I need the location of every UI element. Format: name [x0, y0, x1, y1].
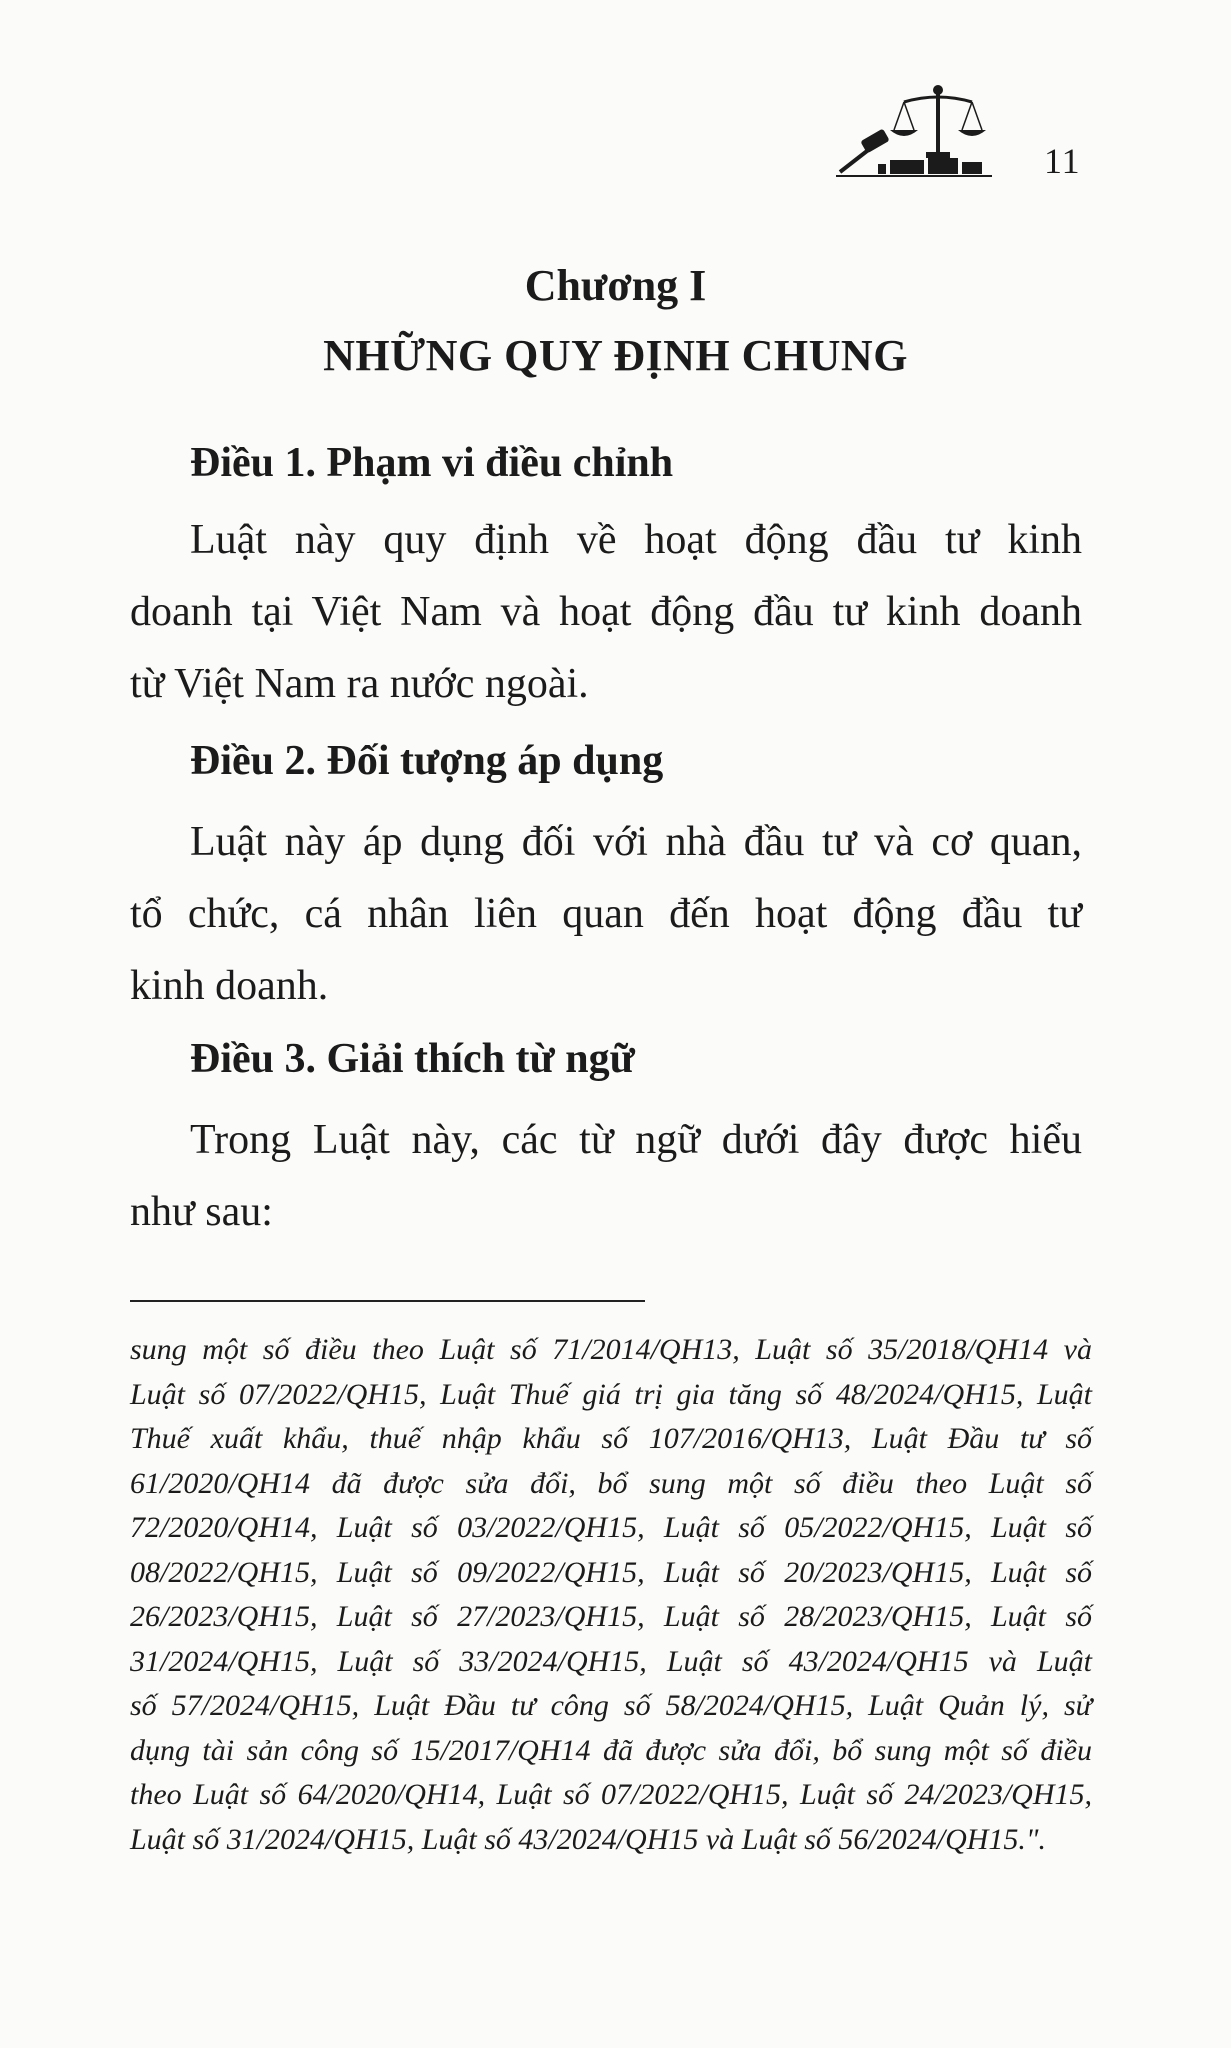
article-2-line-1: Luật này áp dụng đối với nhà đầu tư và cơ quan,	[190, 819, 1082, 865]
article-1-line-3: từ Việt Nam ra nước ngoài.	[130, 661, 589, 707]
article-1-line-1: Luật này quy định về hoạt động đầu tư kinh	[190, 517, 1082, 563]
page-number: 11	[1044, 141, 1081, 181]
footnote-line: dụng tài sản công số 15/2017/QH14 đã được sửa đổi, bổ sung một số điều	[130, 1733, 1092, 1767]
footnote-line: sung một số điều theo Luật số 71/2014/QH13, Luật số 35/2018/QH14 và	[130, 1333, 1092, 1366]
article-2-body	[130, 806, 1082, 1022]
footnote-line: 26/2023/QH15, Luật số 27/2023/QH15, Luật số 28/2023/QH15, Luật số	[130, 1600, 1092, 1633]
chapter-title: Chương I	[524, 261, 707, 310]
chapter-name: NHỮNG QUY ĐỊNH CHUNG	[323, 331, 908, 380]
article-3-line-1: Trong Luật này, các từ ngữ dưới đây được hiểu	[190, 1117, 1082, 1163]
footnote-line: Luật số 31/2024/QH15, Luật số 43/2024/QH15 và Luật số 56/2024/QH15.".	[130, 1822, 1046, 1856]
footnote-divider	[130, 1300, 645, 1302]
article-3-line-2: như sau:	[130, 1189, 273, 1235]
footnote-line: số 57/2024/QH15, Luật Đầu tư công số 58/2024/QH15, Luật Quản lý, sử	[130, 1689, 1092, 1722]
article-2-line-2: tổ chức, cá nhân liên quan đến hoạt động đầu tư	[130, 891, 1082, 937]
footnote-line: 72/2020/QH14, Luật số 03/2022/QH15, Luật số 05/2022/QH15, Luật số	[130, 1511, 1092, 1544]
footnote-line: 31/2024/QH15, Luật số 33/2024/QH15, Luật số 43/2024/QH15 và Luật	[130, 1644, 1092, 1678]
footnote-line: 61/2020/QH14 đã được sửa đổi, bổ sung một số điều theo Luật số	[130, 1466, 1092, 1500]
footnote-line: theo Luật số 64/2020/QH14, Luật số 07/2022/QH15, Luật số 24/2023/QH15,	[130, 1778, 1092, 1811]
footnote-line: 08/2022/QH15, Luật số 09/2022/QH15, Luật số 20/2023/QH15, Luật số	[130, 1555, 1092, 1589]
scales-and-gavel-icon	[832, 82, 1000, 182]
article-1-body	[130, 504, 1082, 720]
article-3-heading: Điều 3. Giải thích từ ngữ	[190, 1036, 635, 1082]
article-2-line-3: kinh doanh.	[130, 963, 329, 1009]
article-2-heading: Điều 2. Đối tượng áp dụng	[190, 738, 664, 784]
article-1-heading: Điều 1. Phạm vi điều chỉnh	[190, 440, 674, 486]
article-1-line-2: doanh tại Việt Nam và hoạt động đầu tư kinh doanh	[130, 589, 1082, 635]
footnote-line: Luật số 07/2022/QH15, Luật Thuế giá trị gia tăng số 48/2024/QH15, Luật	[130, 1377, 1092, 1411]
article-3-body	[130, 1104, 1082, 1248]
footnote-line: Thuế xuất khẩu, thuế nhập khẩu số 107/2016/QH13, Luật Đầu tư số	[130, 1422, 1092, 1455]
footnote	[130, 1328, 1092, 1862]
